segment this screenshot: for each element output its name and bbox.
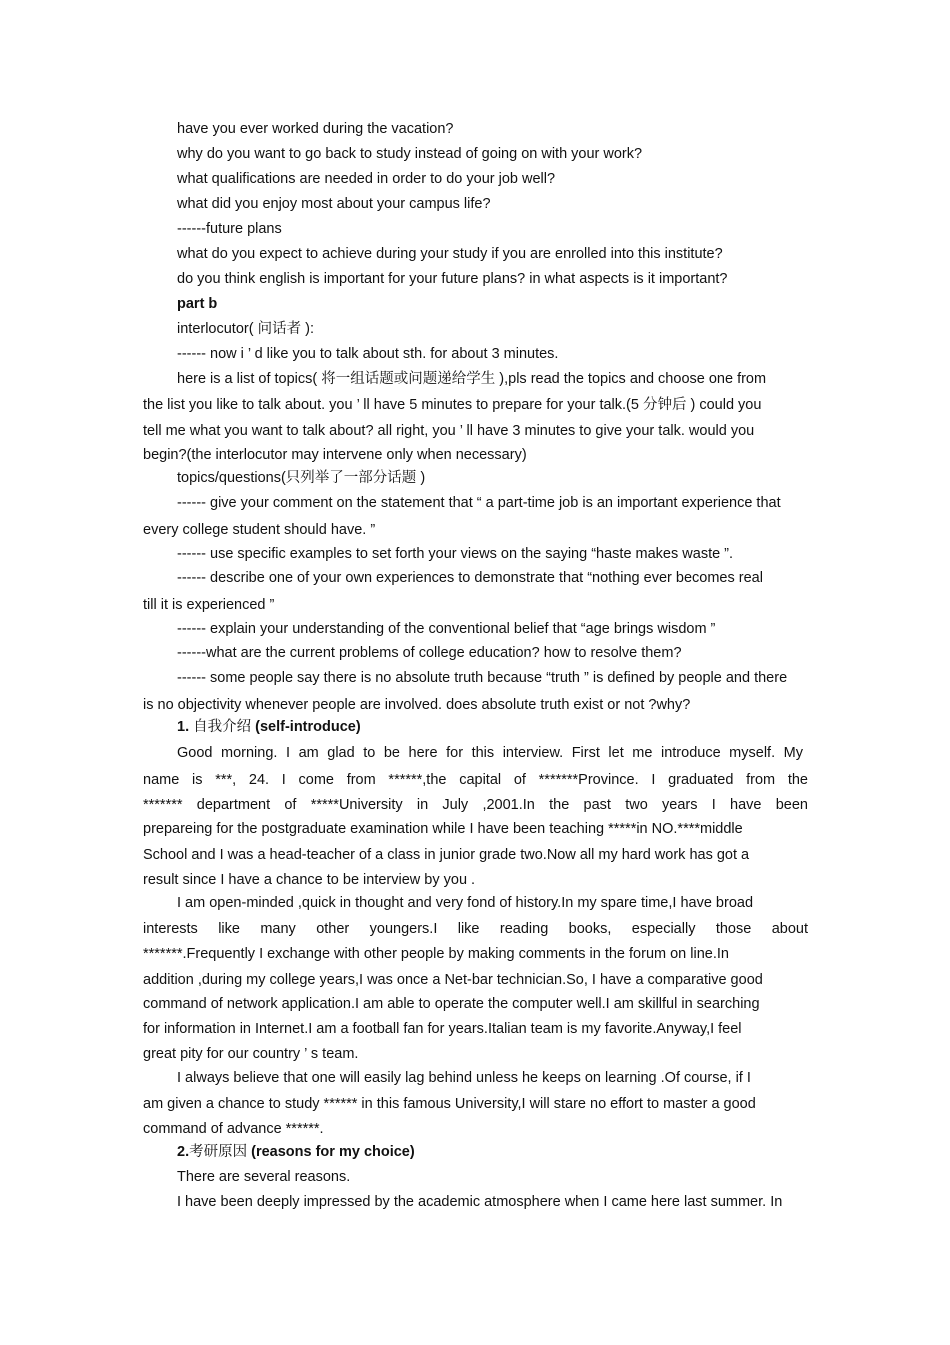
paragraph-line: addition ,during my college years,I was once a Net-bar technician.So, I have a comparative good bbox=[143, 972, 763, 988]
paragraph-line: for information in Internet.I am a football fan for years.Italian team is my favorite.Anyway,I feel bbox=[143, 1021, 742, 1037]
topic-line: ------ explain your understanding of the conventional belief that “age brings wisdom ” bbox=[177, 621, 716, 637]
paragraph-line: command of advance ******. bbox=[143, 1121, 324, 1137]
intro-line: begin?(the interlocutor may intervene only when necessary) bbox=[143, 447, 527, 463]
paragraph-line: command of network application.I am able to operate the computer well.I am skillful in searching bbox=[143, 996, 760, 1012]
question-line: have you ever worked during the vacation? bbox=[177, 121, 454, 137]
topic-line: ------ some people say there is no absolute truth because “truth ” is defined by people and there bbox=[177, 670, 788, 686]
topics-heading: topics/questions(只列举了一部分话题 ) bbox=[177, 470, 426, 486]
paragraph-line: result since I have a chance to be interview by you . bbox=[143, 872, 476, 888]
intro-line: the list you like to talk about. you ’ ll have 5 minutes to prepare for your talk.(5 分钟后 ) could you bbox=[143, 397, 762, 413]
paragraph-line: There are several reasons. bbox=[177, 1169, 351, 1185]
section1-title-cn: 自我介绍 bbox=[193, 719, 252, 735]
paragraph-line: great pity for our country ’ s team. bbox=[143, 1046, 359, 1062]
topic-line: ------ describe one of your own experiences to demonstrate that “nothing ever becomes real bbox=[177, 570, 763, 586]
section2-title-cn: 考研原因 bbox=[189, 1144, 248, 1160]
intro-line: ------ now i ’ d like you to talk about sth. for about 3 minutes. bbox=[177, 346, 559, 362]
interlocutor-label: interlocutor( 问话者 ): bbox=[177, 321, 314, 337]
question-line: what did you enjoy most about your campus life? bbox=[177, 196, 491, 212]
question-line: what qualifications are needed in order to do your job well? bbox=[177, 171, 556, 187]
topic-line: is no objectivity whenever people are involved. does absolute truth exist or not ?why? bbox=[143, 697, 691, 713]
paragraph-line: Good morning. I am glad to be here for this interview. First let me introduce myself. My bbox=[177, 745, 803, 761]
part-b-heading: part b bbox=[177, 296, 218, 312]
paragraph-line: I am open-minded ,quick in thought and very fond of history.In my spare time,I have broad bbox=[177, 895, 754, 911]
section1-number: 1. bbox=[177, 719, 190, 735]
section-label-future-plans: ------future plans bbox=[177, 221, 282, 237]
topic-line: ------ use specific examples to set forth your views on the saying “haste makes waste ”. bbox=[177, 546, 734, 562]
paragraph-line: prepareing for the postgraduate examination while I have been teaching *****in NO.****middle bbox=[143, 821, 743, 837]
paragraph-line: name is ***, 24. I come from ******,the capital of *******Province. I graduated from the bbox=[143, 772, 808, 788]
paragraph-line: School and I was a head-teacher of a class in junior grade two.Now all my hard work has got a bbox=[143, 847, 750, 863]
topic-line: ------what are the current problems of college education? how to resolve them? bbox=[177, 645, 682, 661]
section2-title-en: (reasons for my choice) bbox=[251, 1144, 415, 1160]
intro-line: here is a list of topics( 将一组话题或问题递给学生 ),pls read the topics and choose one from bbox=[177, 371, 767, 387]
paragraph-line: am given a chance to study ****** in this famous University,I will stare no effort to master a good bbox=[143, 1096, 756, 1112]
section2-number: 2. bbox=[177, 1144, 190, 1160]
topic-line: every college student should have. ” bbox=[143, 522, 376, 538]
section1-title-en: (self-introduce) bbox=[255, 719, 361, 735]
topic-line: ------ give your comment on the statement that “ a part-time job is an important experience that bbox=[177, 495, 781, 511]
paragraph-line: *******.Frequently I exchange with other people by making comments in the forum on line.In bbox=[143, 946, 729, 962]
paragraph-line: interests like many other youngers.I like reading books, especially those about bbox=[143, 921, 808, 937]
question-line: what do you expect to achieve during your study if you are enrolled into this institute? bbox=[177, 246, 723, 262]
section1-heading bbox=[177, 718, 361, 736]
topic-line: till it is experienced ” bbox=[143, 597, 275, 613]
section2-heading bbox=[177, 1143, 415, 1161]
paragraph-line: ******* department of *****University in July ,2001.In the past two years I have been bbox=[143, 797, 808, 813]
intro-line: tell me what you want to talk about? all right, you ’ ll have 3 minutes to give your talk. would you bbox=[143, 423, 755, 439]
paragraph-line: I always believe that one will easily lag behind unless he keeps on learning .Of course, if I bbox=[177, 1070, 751, 1086]
question-line: do you think english is important for your future plans? in what aspects is it important? bbox=[177, 271, 728, 287]
question-line: why do you want to go back to study instead of going on with your work? bbox=[177, 146, 643, 162]
paragraph-line: I have been deeply impressed by the academic atmosphere when I came here last summer. In bbox=[177, 1194, 783, 1210]
